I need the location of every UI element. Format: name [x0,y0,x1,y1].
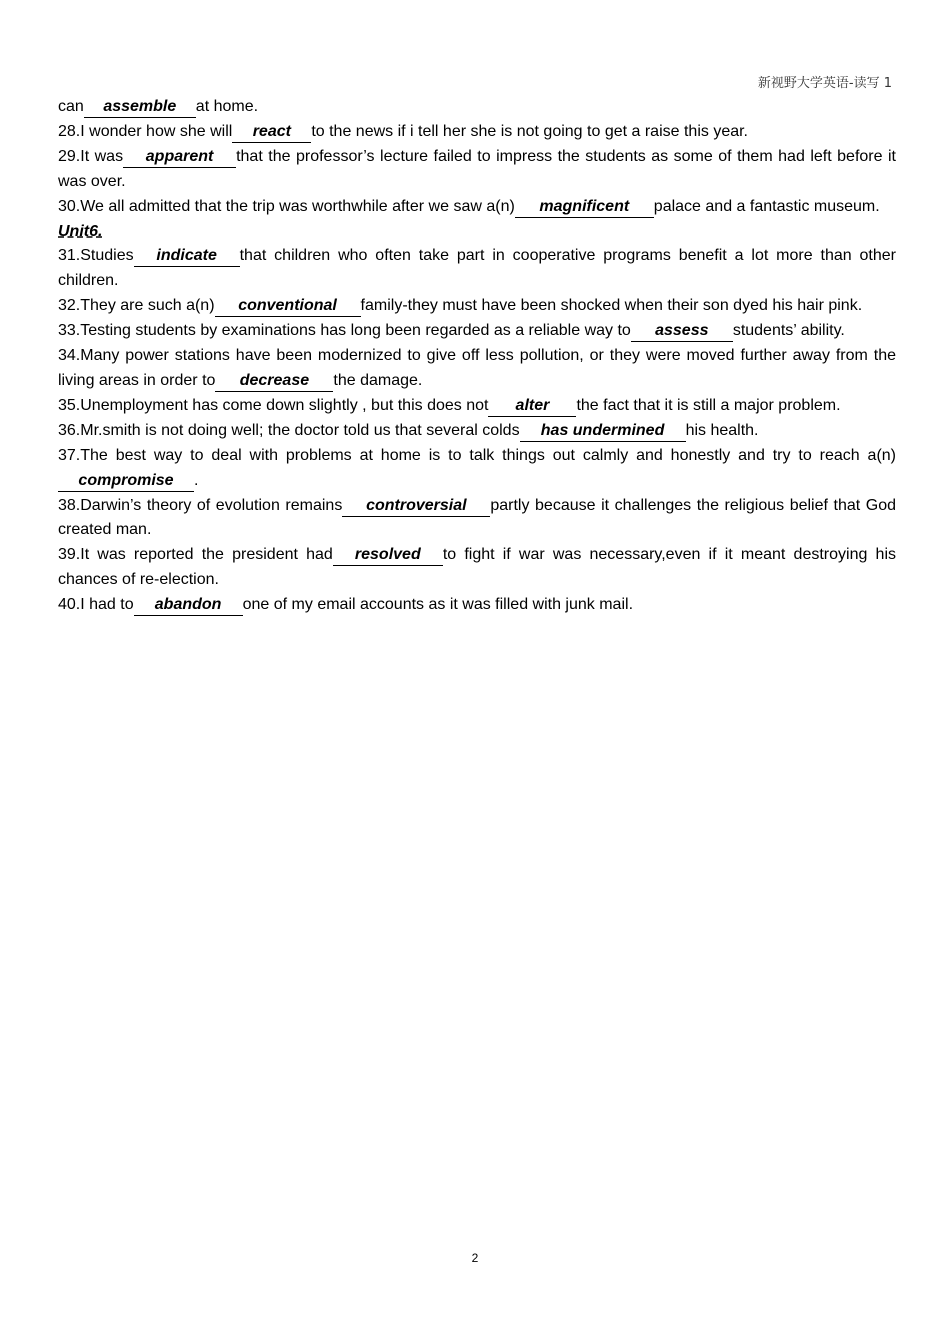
item-text: 30.We all admitted that the trip was worthwhile after we saw a(n) [58,197,515,215]
answer-blank: react [232,121,311,143]
exercise-item [58,294,896,319]
exercise-item [58,344,896,394]
item-text: family-they must have been shocked when their son dyed his hair pink. [360,297,863,315]
page-number: 2 [471,1251,479,1265]
exercise-item [58,494,896,544]
answer-blank: indicate [134,245,240,267]
answer-blank: decrease [215,370,333,392]
exercise-list [58,95,896,618]
answer-blank: compromise [58,470,194,492]
exercise-item [58,419,896,444]
exercise-item [58,120,896,145]
item-text: can [58,98,84,115]
item-text: students’ ability. [732,322,845,340]
answer-blank: assess [631,320,733,342]
answer-blank: has undermined [520,420,686,442]
item-text: 38.Darwin’s theory of evolution remains [58,496,343,514]
item-text: partly because it challenges the religious belief that God created man. [58,496,897,539]
answer-blank: resolved [333,544,443,566]
exercise-item [58,593,896,618]
answer-blank: controversial [342,495,490,517]
item-text: 40.I had to [58,596,134,614]
item-text: 34.Many power stations have been modernized to give off less pollution, or they were moved further away from the living areas in order to [58,347,896,389]
item-text: to fight if war was necessary,even if it meant destroying his chances of re-election. [58,546,896,589]
item-text: the fact that it is still a major problem. [576,396,841,414]
item-text: at home. [195,98,259,115]
item-text: 36.Mr.smith is not doing well; the doctor told us that several colds [58,421,520,439]
answer-blank: assemble [84,96,196,118]
answer-blank: conventional [215,295,361,317]
page-header: 新视野大学英语-读写 1 [757,76,892,91]
item-text: 32.They are such a(n) [58,297,215,315]
item-text: 31.Studies [58,247,134,265]
item-text: 35.Unemployment has come down slightly , but this does not [58,396,489,414]
item-text: to the news if i tell her she is not going to get a raise this year. [311,122,748,140]
item-text: 28.I wonder how she will [58,122,233,140]
item-text: that children who often take part in cooperative programs benefit a lot more than other children. [58,247,896,290]
item-text: 33.Testing students by examinations has long been regarded as a reliable way to [58,322,631,340]
exercise-item [58,244,896,294]
exercise-item [58,543,896,593]
exercise-item [58,444,896,494]
item-text: that the professor’s lecture failed to impress the students as some of them had left before it was over. [58,147,897,190]
answer-blank: alter [488,395,576,417]
item-text: palace and a fantastic museum. [653,197,880,215]
item-text: his health. [685,421,759,439]
answer-blank: magnificent [515,196,654,218]
answer-blank: apparent [123,146,236,168]
item-text: the damage. [333,371,423,389]
item-text: one of my email accounts as it was filled with junk mail. [242,596,634,614]
exercise-item [58,95,896,120]
exercise-item [58,145,896,195]
item-text: . [194,471,199,489]
answer-blank: abandon [134,594,243,616]
exercise-item [58,195,896,220]
item-text: 39.It was reported the president had [58,546,333,564]
exercise-item [58,319,896,344]
item-text: 29.It was [58,147,124,165]
unit-heading: Unit6. [58,222,103,240]
item-text: 37.The best way to deal with problems at home is to talk things out calmly and honestly and try to reach a(n) [58,446,896,464]
exercise-item [58,394,896,419]
